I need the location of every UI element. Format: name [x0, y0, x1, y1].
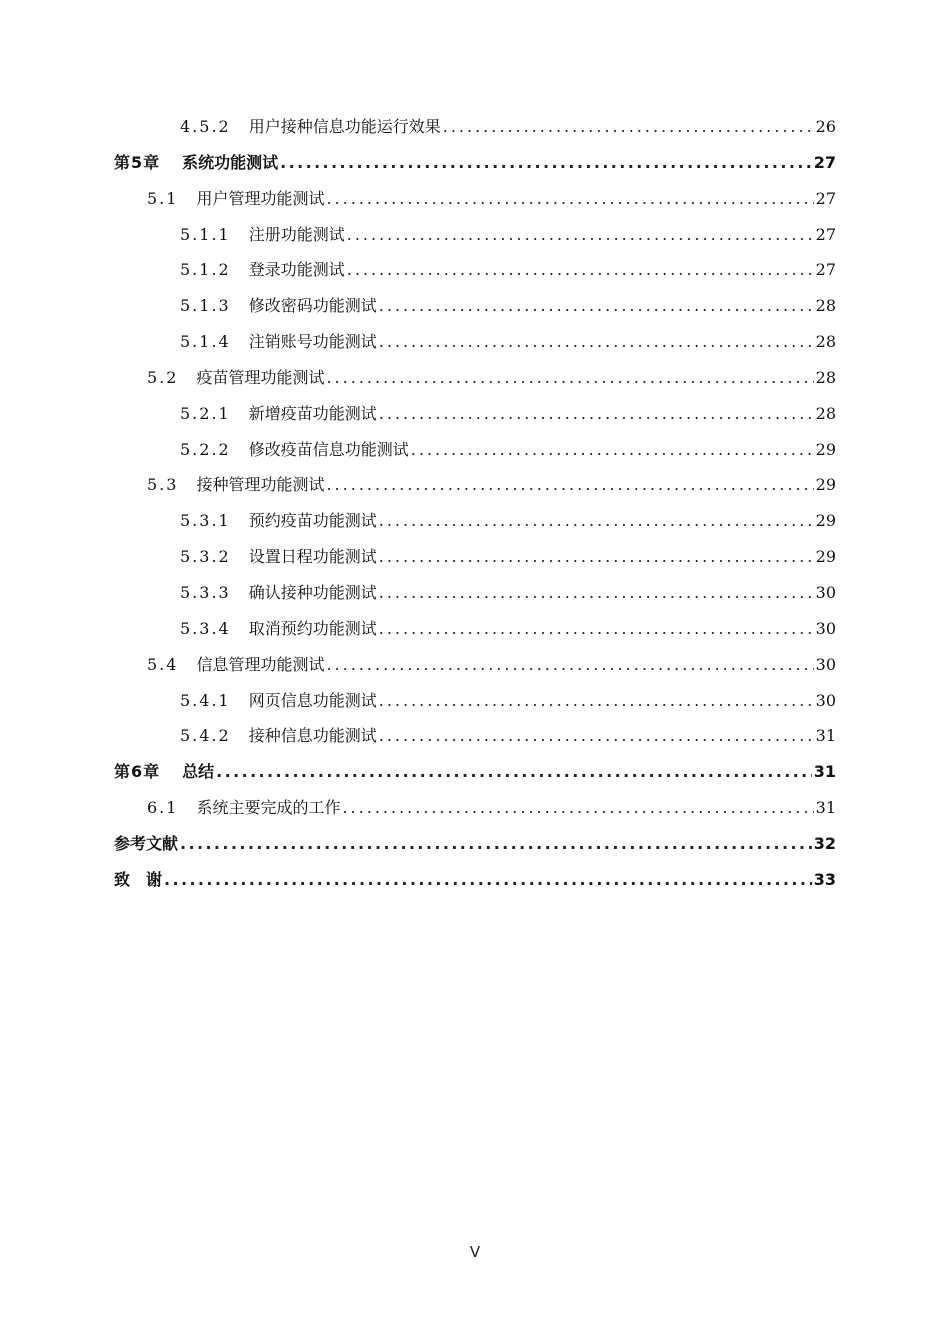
toc-entry-title: 参考文献 [114, 833, 179, 853]
toc-dot-leader [326, 181, 813, 217]
toc-dot-leader [379, 683, 814, 719]
toc-entry-number: 第5章 [114, 152, 161, 172]
toc-entry-title: 注册功能测试 [248, 224, 345, 244]
toc-entry-title: 致 谢 [114, 869, 163, 889]
toc-entry[interactable] [114, 826, 836, 862]
toc-entry-page: 28 [815, 403, 836, 423]
toc-entry-title: 设置日程功能测试 [248, 547, 377, 567]
toc-entry-number: 5.2.1 [180, 403, 231, 423]
toc-entry-page: 28 [815, 367, 836, 387]
toc-entry[interactable] [114, 467, 836, 503]
toc-dot-leader [342, 790, 813, 826]
toc-entry-number: 5.2 [147, 367, 179, 387]
toc-entry-number: 第6章 [114, 762, 161, 782]
toc-dot-leader [379, 324, 814, 360]
toc-dot-leader [180, 826, 812, 862]
toc-dot-leader [379, 503, 814, 539]
toc-entry-title: 系统功能测试 [182, 152, 279, 172]
toc-entry-page: 26 [815, 117, 836, 136]
toc-entry-page: 31 [815, 798, 836, 818]
toc-entry[interactable] [114, 611, 836, 647]
toc-entry-number: 5.3.1 [180, 511, 231, 531]
toc-entry[interactable] [114, 181, 836, 217]
toc-entry-title: 接种管理功能测试 [196, 475, 325, 495]
toc-entry-page: 32 [813, 833, 836, 853]
toc-entry-page: 30 [815, 618, 836, 638]
toc-entry-page: 27 [813, 152, 836, 172]
toc-entry-number: 5.1.3 [180, 296, 231, 316]
toc-dot-leader [379, 611, 814, 647]
toc-entry[interactable] [114, 252, 836, 288]
toc-entry-page: 27 [815, 188, 836, 208]
toc-dot-leader [379, 396, 814, 432]
toc-entry[interactable] [114, 145, 836, 181]
toc-entry-number: 5.3 [147, 475, 179, 495]
toc-entry-title: 取消预约功能测试 [248, 618, 377, 638]
toc-entry-title: 系统主要完成的工作 [196, 798, 341, 818]
toc-entry-number: 5.2.2 [180, 439, 231, 459]
toc-entry-title: 接种信息功能测试 [248, 726, 377, 746]
toc-dot-leader [326, 467, 813, 503]
toc-entry-page: 29 [815, 439, 836, 459]
toc-entry-title: 疫苗管理功能测试 [196, 367, 325, 387]
toc-entry-page: 33 [813, 869, 836, 889]
toc-entry-page: 28 [815, 332, 836, 352]
toc-entry-page: 30 [815, 582, 836, 602]
table-of-contents [114, 109, 836, 898]
toc-entry-title: 确认接种功能测试 [248, 582, 377, 602]
toc-entry-page: 28 [815, 296, 836, 316]
toc-entry-number: 4.5.2 [180, 117, 231, 136]
toc-dot-leader [379, 539, 814, 575]
toc-entry-title: 信息管理功能测试 [196, 654, 325, 674]
toc-dot-leader [216, 754, 812, 790]
toc-entry-number: 5.4.1 [180, 690, 231, 710]
toc-entry-number: 5.1.1 [180, 224, 231, 244]
toc-entry[interactable] [114, 109, 836, 145]
toc-entry[interactable] [114, 503, 836, 539]
toc-dot-leader [347, 217, 814, 253]
toc-entry-number: 5.4 [147, 654, 179, 674]
toc-entry-page: 29 [815, 547, 836, 567]
toc-entry-title: 总结 [182, 762, 215, 782]
toc-dot-leader [326, 647, 813, 683]
toc-entry-title: 修改密码功能测试 [248, 296, 377, 316]
page-number-footer: V [469, 1243, 481, 1261]
toc-entry-page: 29 [815, 511, 836, 531]
toc-entry-number: 5.3.3 [180, 582, 231, 602]
toc-entry[interactable] [114, 360, 836, 396]
toc-dot-leader [379, 575, 814, 611]
toc-entry-title: 新增疫苗功能测试 [248, 403, 377, 423]
toc-entry[interactable] [114, 539, 836, 575]
toc-entry[interactable] [114, 718, 836, 754]
toc-entry-page: 29 [815, 475, 836, 495]
toc-entry-page: 27 [815, 260, 836, 280]
toc-entry-number: 5.3.2 [180, 547, 231, 567]
toc-dot-leader [326, 360, 813, 396]
toc-entry-page: 31 [813, 762, 836, 782]
toc-entry-number: 6.1 [147, 798, 179, 818]
toc-entry-title: 用户管理功能测试 [196, 188, 325, 208]
toc-entry[interactable] [114, 683, 836, 719]
toc-dot-leader [411, 432, 814, 468]
toc-entry-page: 30 [815, 690, 836, 710]
toc-entry-title: 用户接种信息功能运行效果 [248, 117, 441, 136]
toc-dot-leader [347, 252, 814, 288]
toc-entry[interactable] [114, 217, 836, 253]
toc-dot-leader [379, 288, 814, 324]
toc-dot-leader [443, 109, 814, 145]
toc-dot-leader [280, 145, 812, 181]
toc-entry-page: 30 [815, 654, 836, 674]
toc-entry-title: 修改疫苗信息功能测试 [248, 439, 409, 459]
toc-entry-page: 31 [815, 726, 836, 746]
toc-entry[interactable] [114, 790, 836, 826]
toc-entry-title: 登录功能测试 [248, 260, 345, 280]
toc-entry[interactable] [114, 575, 836, 611]
toc-entry-title: 预约疫苗功能测试 [248, 511, 377, 531]
toc-entry-number: 5.3.4 [180, 618, 231, 638]
toc-entry-number: 5.1.2 [180, 260, 231, 280]
toc-entry[interactable] [114, 324, 836, 360]
toc-dot-leader [379, 718, 814, 754]
toc-entry[interactable] [114, 432, 836, 468]
toc-entry-page: 27 [815, 224, 836, 244]
toc-entry-title: 注销账号功能测试 [248, 332, 377, 352]
toc-entry[interactable] [114, 396, 836, 432]
toc-dot-leader [164, 862, 812, 898]
toc-entry[interactable] [114, 862, 836, 898]
toc-entry[interactable] [114, 754, 836, 790]
toc-entry[interactable] [114, 647, 836, 683]
toc-entry-number: 5.1 [147, 188, 179, 208]
toc-entry[interactable] [114, 288, 836, 324]
toc-entry-number: 5.1.4 [180, 332, 231, 352]
toc-entry-number: 5.4.2 [180, 726, 231, 746]
toc-entry-title: 网页信息功能测试 [248, 690, 377, 710]
